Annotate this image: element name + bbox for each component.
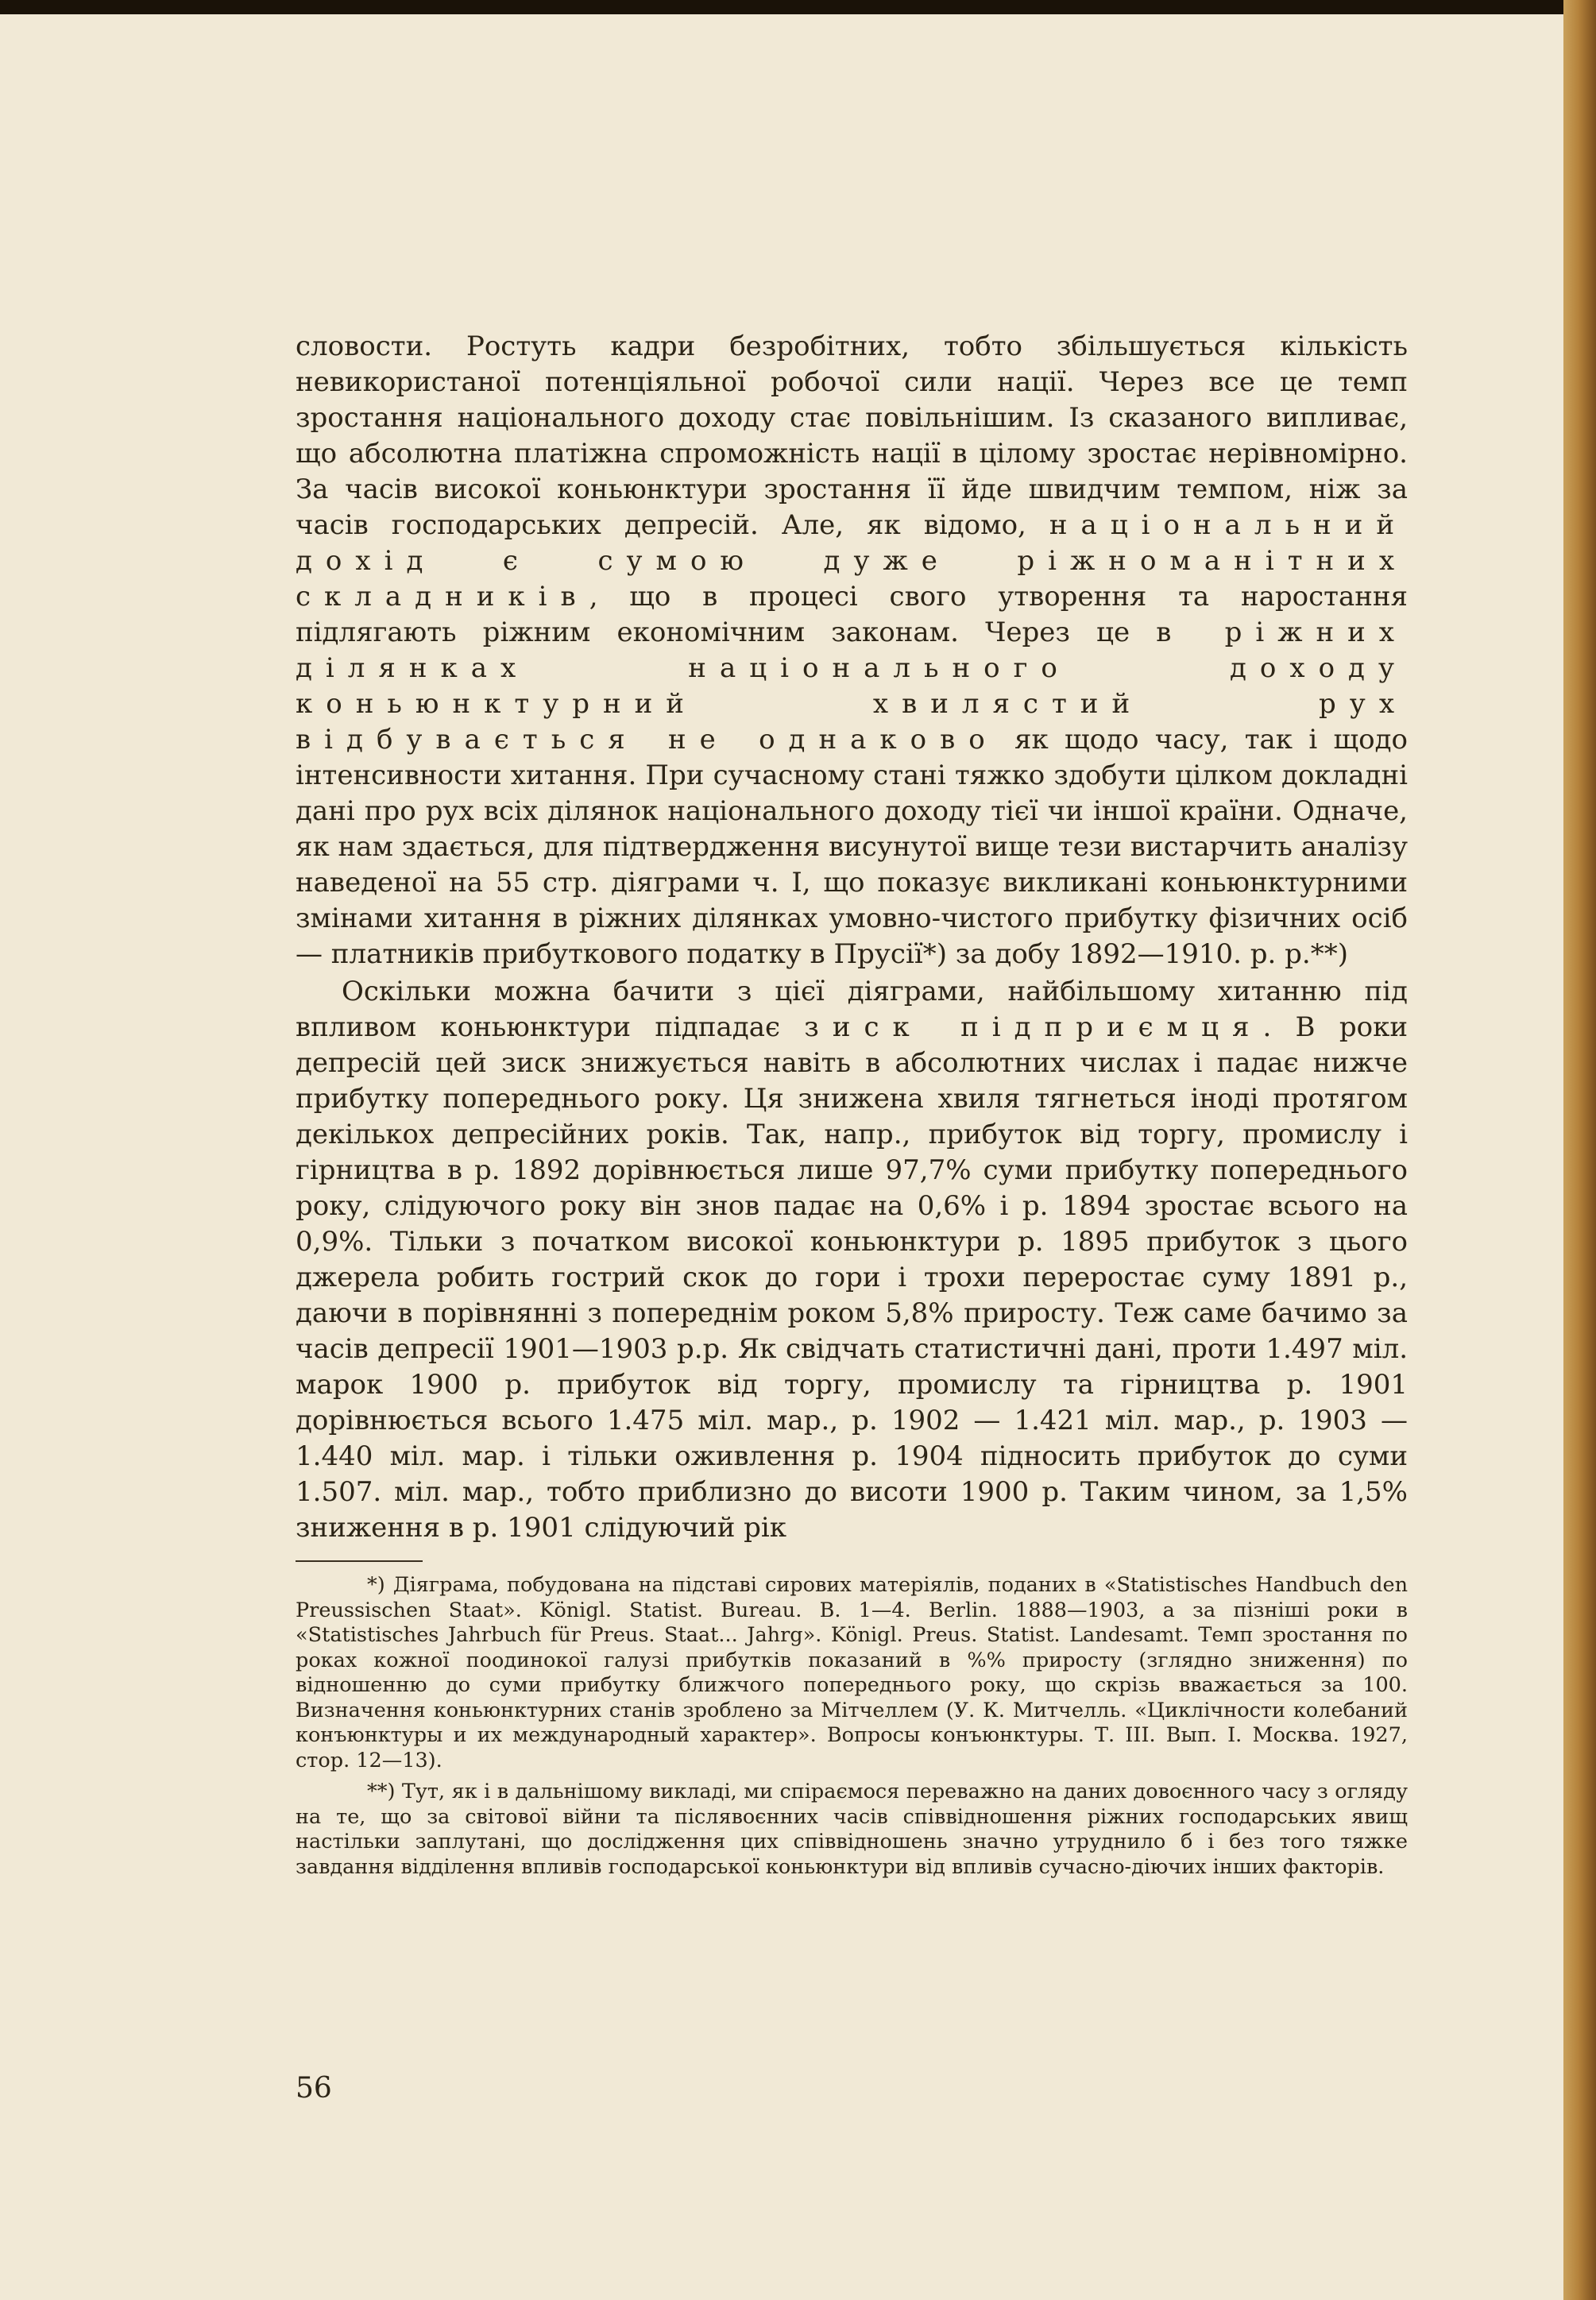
paragraph-1-text-c: як щодо часу, так і щодо інтенсивности хитання. При сучасному стані тяжко здобути цілком докладні дані про рух всіх ділянок національного доходу тієї чи іншої країни. Одначе, як нам здається, для підтвердження висунутої вище тези вистарчить аналізу наведеної на 55 стр. діяграми ч. I, що показує викликані коньюнктурними змінами хитання в ріжних ділянках умовно-чистого прибутку фізичних осіб — платників прибуткового податку в Прусії*) за добу 1892—1910. р. р.**) xyxy=(296,724,1408,970)
paragraph-2-text-b: . В роки депресій цей зиск знижується навіть в абсолютних числах і падає нижче прибутку попереднього року. Ця знижена хвиля тягнеться іноді протягом декількох депресійних років. Так, напр., прибуток від торгу, промислу і гірництва в р. 1892 дорівнюється лише 97,7% суми прибутку попереднього року, слідуючого року він знов падає на 0,6% і р. 1894 зростає всього на 0,9%. Тільки з початком високої коньюнктури р. 1895 прибуток з цього джерела робить гострий скок до гори і трохи переростає суму 1891 р., даючи в порівнянні з попереднім роком 5,8% приросту. Теж саме бачимо за часів депресії 1901—1903 р.р. Як свідчать статистичні дані, проти 1.497 міл. марок 1900 р. прибуток від торгу, промислу та гірництва р. 1901 дорівнюється всього 1.475 міл. мар., р. 1902 — 1.421 міл. мар., р. 1903 — 1.440 міл. мар. і тільки оживлення р. 1904 підносить прибуток до суми 1.507. міл. мар., тобто приблизно до висоти 1900 р. Таким чином, за 1,5% зниження в р. 1901 слідуючий рік xyxy=(296,1011,1408,1544)
book-page xyxy=(0,14,1563,2300)
paragraph-1-text-b: , що в процесі свого утворення та наростання підлягають ріжним економічним законам. Через це xyxy=(296,581,1408,648)
text-block xyxy=(296,329,1408,1880)
body-paragraph-2 xyxy=(296,974,1408,1546)
paragraph-1-text-a: словости. Ростуть кадри безробітних, тобто збільшується кількість невикористаної потенціяльної робочої сили нації. Через все це темп зростання національного доходу стає повільнішим. Із сказаного випливає, що абсолютна платіжна спроможність нації в цілому зростає нерівномірно. За часів високої коньюнктури зростання її йде швидчим темпом, ніж за часів господарських депресій. Але, як відомо, xyxy=(296,331,1408,541)
spaced-emphasis-2: в ріжних ділянках національного доходу коньюнктурний хвилястий рух відбувається не однаково xyxy=(296,617,1408,756)
spaced-emphasis-3: зиск підприємця xyxy=(804,1011,1263,1043)
footnote-2: **) Тут, як і в дальнішому викладі, ми спіраємося переважно на даних довоєнного часу з огляду на те, що за світової війни та післявоєнних часів співвідношення ріжних господарських явищ настільки заплутані, що дослідження цих співвідношень значно утруднило б і без того тяжке завдання відділення впливів господарської коньюнктури від впливів сучасно-діючих інших факторів. xyxy=(296,1780,1408,1879)
footnote-divider xyxy=(296,1560,423,1562)
body-paragraph-1 xyxy=(296,329,1408,972)
spaced-emphasis-1: національний дохід є сумою дуже ріжноманітних складників xyxy=(296,509,1408,613)
page-number: 56 xyxy=(296,2072,332,2105)
book-spine-edge xyxy=(1563,0,1596,2300)
paragraph-2-text-a: Оскільки можна бачити з цієї діяграми, найбільшому хитанню під впливом коньюнктури підпадає xyxy=(296,976,1408,1043)
footnote-1: *) Діяграма, побудована на підставі сирових матеріялів, поданих в «Statistisches Handbuch den Preussischen Staat». Königl. Statist. Bureau. B. 1—4. Berlin. 1888—1903, а за пізніші роки в «Statistisches Jahrbuch für Preus. Staat... Jahrg». Königl. Preus. Statist. Landesamt. Темп зростання по роках кожної поодинокої галузі прибутків показаний в %% приросту (зглядно зниження) по відношенню до суми прибутку ближчого попереднього року, що скрізь вважається за 100. Визначення коньюнктурних станів зроблено за Мітчеллем (У. К. Митчелль. «Циклічности колебаний конъюнктуры и их международный характер». Вопросы конъюнктуры. Т. III. Вып. I. Москва. 1927, стор. 12—13). xyxy=(296,1573,1408,1772)
